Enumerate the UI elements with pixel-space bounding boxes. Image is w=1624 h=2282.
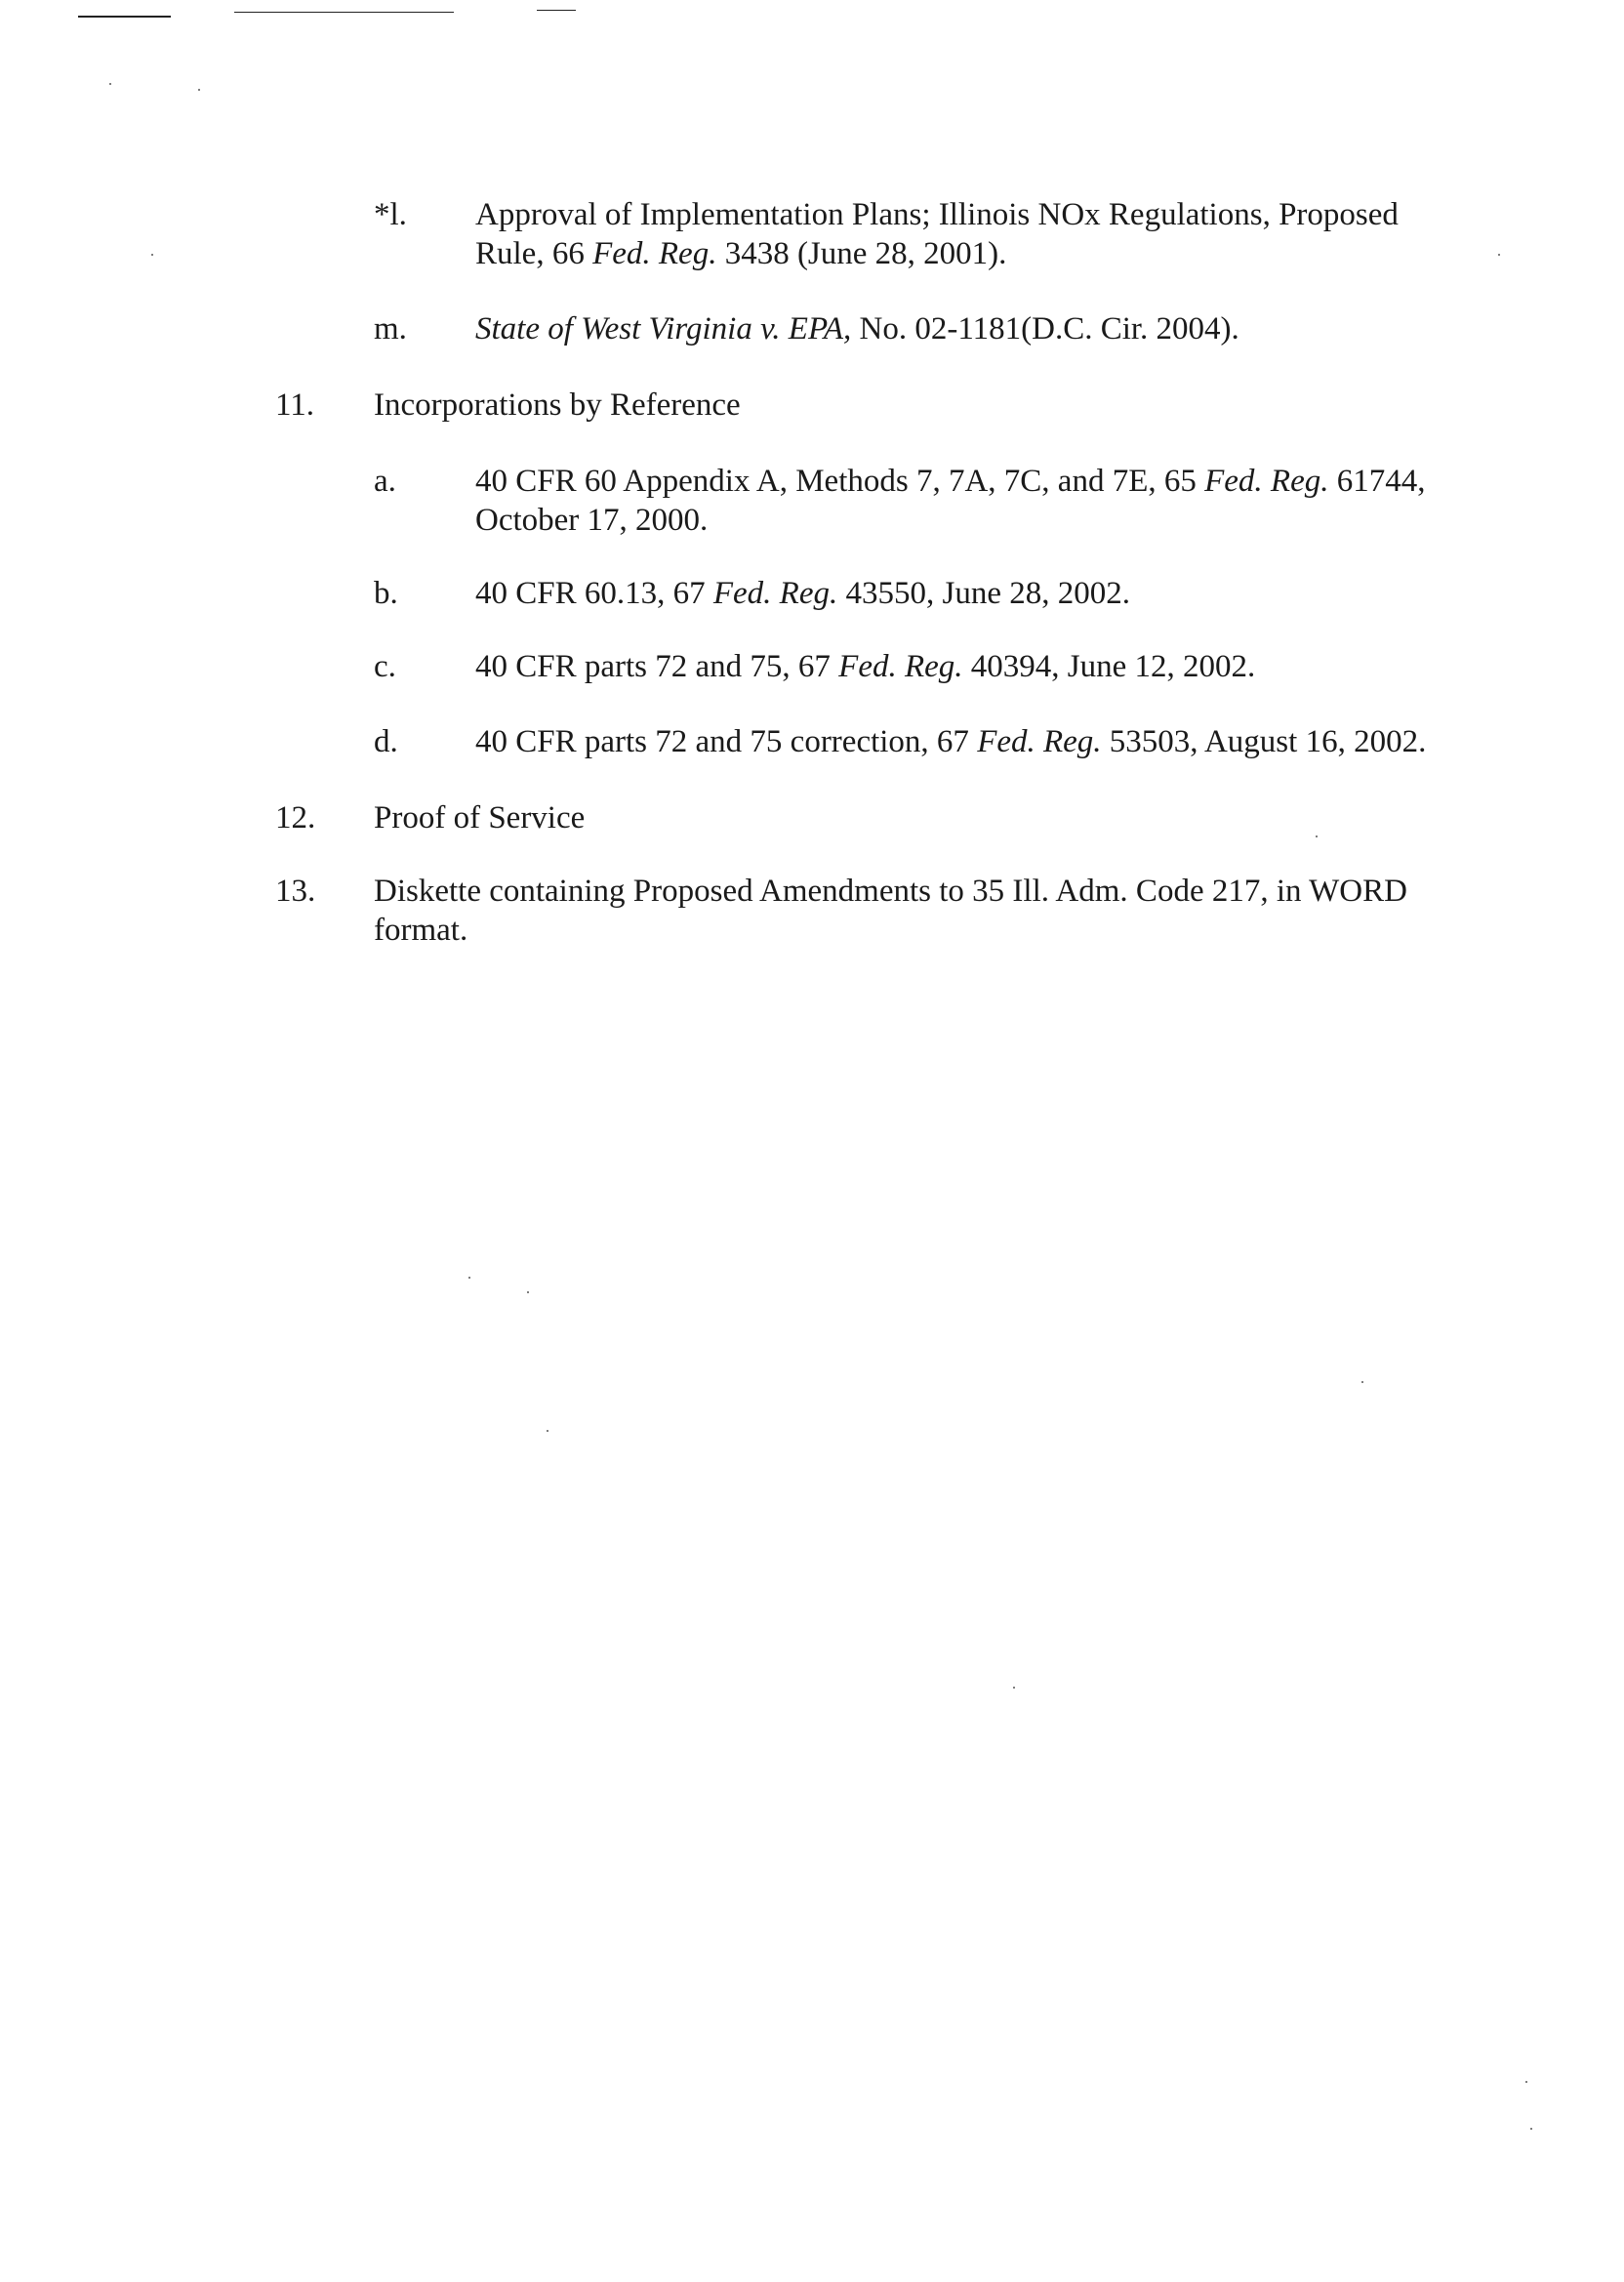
item-text-line: 40 CFR 60 Appendix A, Methods 7, 7A, 7C, and 7E, 65 Fed. Reg. 61744, (475, 464, 1426, 499)
item-text-line: Proof of Service (374, 800, 586, 835)
item-marker: 11. (275, 387, 315, 423)
item-text (475, 722, 1426, 761)
item-text (475, 195, 1399, 273)
item-marker: c. (374, 649, 396, 684)
scan-speck (151, 254, 153, 256)
item-text-line: October 17, 2000. (475, 503, 709, 538)
italic-citation: Fed. Reg. (592, 236, 717, 271)
scan-speck (547, 1430, 548, 1432)
item-marker: b. (374, 576, 398, 611)
item-marker: 12. (275, 800, 316, 835)
item-marker: a. (374, 464, 396, 499)
scan-speck (1498, 254, 1500, 256)
item-marker: 13. (275, 874, 316, 909)
italic-citation: Fed. Reg. (838, 649, 963, 684)
item-text-line: Rule, 66 Fed. Reg. 3438 (June 28, 2001). (475, 236, 1007, 271)
italic-citation: Fed. Reg. (712, 576, 838, 611)
item-text-line: 40 CFR parts 72 and 75, 67 Fed. Reg. 40394, June 12, 2002. (475, 649, 1256, 684)
item-text (374, 386, 741, 425)
scan-speck (109, 83, 111, 85)
italic-citation: Fed. Reg. (977, 724, 1102, 759)
item-marker: *l. (374, 197, 407, 232)
scan-artifact-line (78, 16, 171, 18)
item-text-line: Approval of Implementation Plans; Illinois NOx Regulations, Proposed (475, 197, 1399, 232)
scan-speck (1361, 1381, 1363, 1383)
scan-speck (1530, 2128, 1532, 2130)
scan-artifact-line (234, 12, 454, 13)
scan-speck (1013, 1687, 1015, 1689)
item-text (374, 798, 585, 837)
scan-artifact-line (537, 10, 576, 11)
item-text-line: Diskette containing Proposed Amendments to 35 Ill. Adm. Code 217, in WORD (374, 874, 1407, 909)
item-marker: m. (374, 311, 407, 346)
scan-speck (527, 1291, 529, 1293)
item-text (475, 309, 1239, 348)
italic-citation: Fed. Reg. (1204, 464, 1329, 499)
item-text-line: 40 CFR parts 72 and 75 correction, 67 Fed. Reg. 53503, August 16, 2002. (475, 724, 1427, 759)
item-text-line: 40 CFR 60.13, 67 Fed. Reg. 43550, June 28, 2002. (475, 576, 1130, 611)
scan-speck (468, 1277, 470, 1279)
item-text (374, 872, 1407, 950)
item-text-line: format. (374, 913, 468, 948)
item-text-line: State of West Virginia v. EPA, No. 02-1181(D.C. Cir. 2004). (475, 311, 1239, 346)
italic-citation: State of West Virginia v. EPA, (475, 311, 852, 346)
item-text-line: Incorporations by Reference (374, 387, 741, 423)
scan-speck (1316, 835, 1318, 837)
scan-speck (198, 89, 200, 91)
scan-speck (1525, 2081, 1527, 2083)
item-text (475, 462, 1425, 540)
item-text (475, 574, 1130, 613)
item-text (475, 647, 1255, 686)
item-marker: d. (374, 724, 398, 759)
